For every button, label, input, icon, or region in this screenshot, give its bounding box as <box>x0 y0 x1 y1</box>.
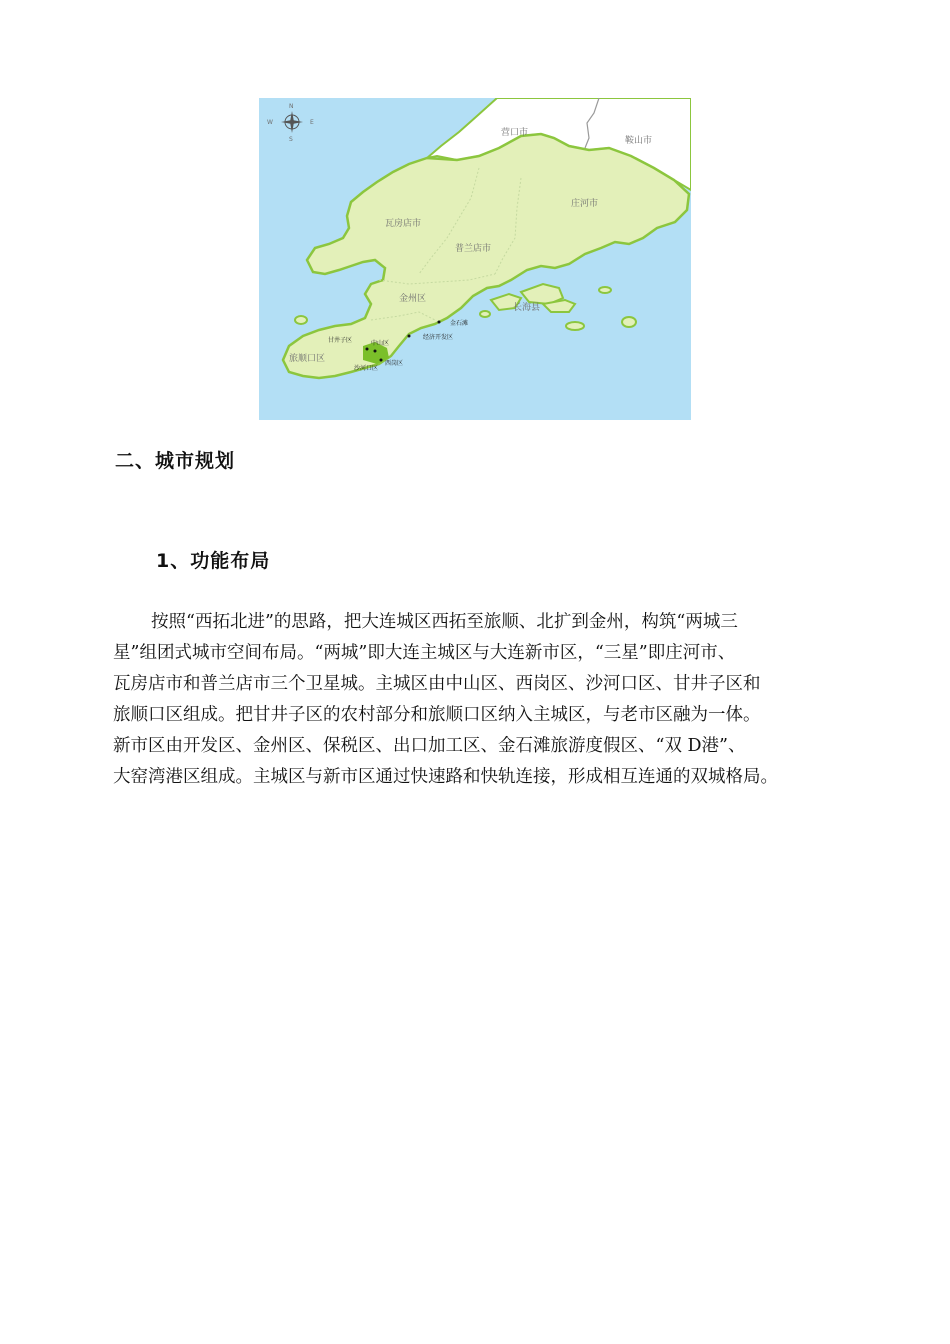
map-label-ganjingzi: 甘井子区 <box>328 337 353 344</box>
map-label-kaifaqu: 经济开发区 <box>423 334 454 341</box>
map-label-xigang: 西岗区 <box>385 360 404 367</box>
map-label-yingkou: 营口市 <box>501 128 529 138</box>
paragraph-line: 旅顺口区组成。把甘井子区的农村部分和旅顺口区纳入主城区，与老市区融为一体。 <box>113 705 761 725</box>
map-label-lvshunkou: 旅顺口区 <box>289 354 326 364</box>
map-label-changhai: 长海县 <box>513 303 541 313</box>
map-label-wafangdian: 瓦房店市 <box>385 219 422 229</box>
paragraph-line: 新市区由开发区、金州区、保税区、出口加工区、金石滩旅游度假区、“双 D港”、 <box>113 736 746 756</box>
body-paragraph <box>113 607 843 793</box>
subsection-heading: 1、功能布局 <box>156 550 271 572</box>
compass-w-label: W <box>267 119 273 126</box>
paragraph-line: 瓦房店市和普兰店市三个卫星城。主城区由中山区、西岗区、沙河口区、甘井子区和 <box>113 674 761 694</box>
section-heading: 二、城市规划 <box>115 450 236 472</box>
compass-s-label: S <box>289 136 293 143</box>
compass-rose-icon <box>267 103 314 143</box>
paragraph-line: 按照“西拓北进”的思路，把大连城区西拓至旅顺、北扩到金州，构筑“两城三 <box>151 612 738 632</box>
map-label-zhongshan: 中山区 <box>371 340 390 347</box>
map-svg <box>259 98 691 420</box>
map-label-zhuanghe: 庄河市 <box>571 199 599 209</box>
map-label-pulandian: 普兰店市 <box>455 244 492 254</box>
dalian-map <box>259 98 691 420</box>
map-label-shahekou: 沙河口区 <box>354 365 379 372</box>
compass-e-label: E <box>310 119 314 126</box>
paragraph-line: 星”组团式城市空间布局。“两城”即大连主城区与大连新市区，“三星”即庄河市、 <box>113 643 736 663</box>
paragraph-line: 大窑湾港区组成。主城区与新市区通过快速路和快轨连接，形成相互连通的双城格局。 <box>113 767 778 787</box>
map-label-jinshitan: 金石滩 <box>450 320 469 327</box>
compass-n-label: N <box>289 103 294 110</box>
map-label-jinzhou: 金州区 <box>399 294 427 304</box>
map-label-anshan: 鞍山市 <box>625 136 653 146</box>
